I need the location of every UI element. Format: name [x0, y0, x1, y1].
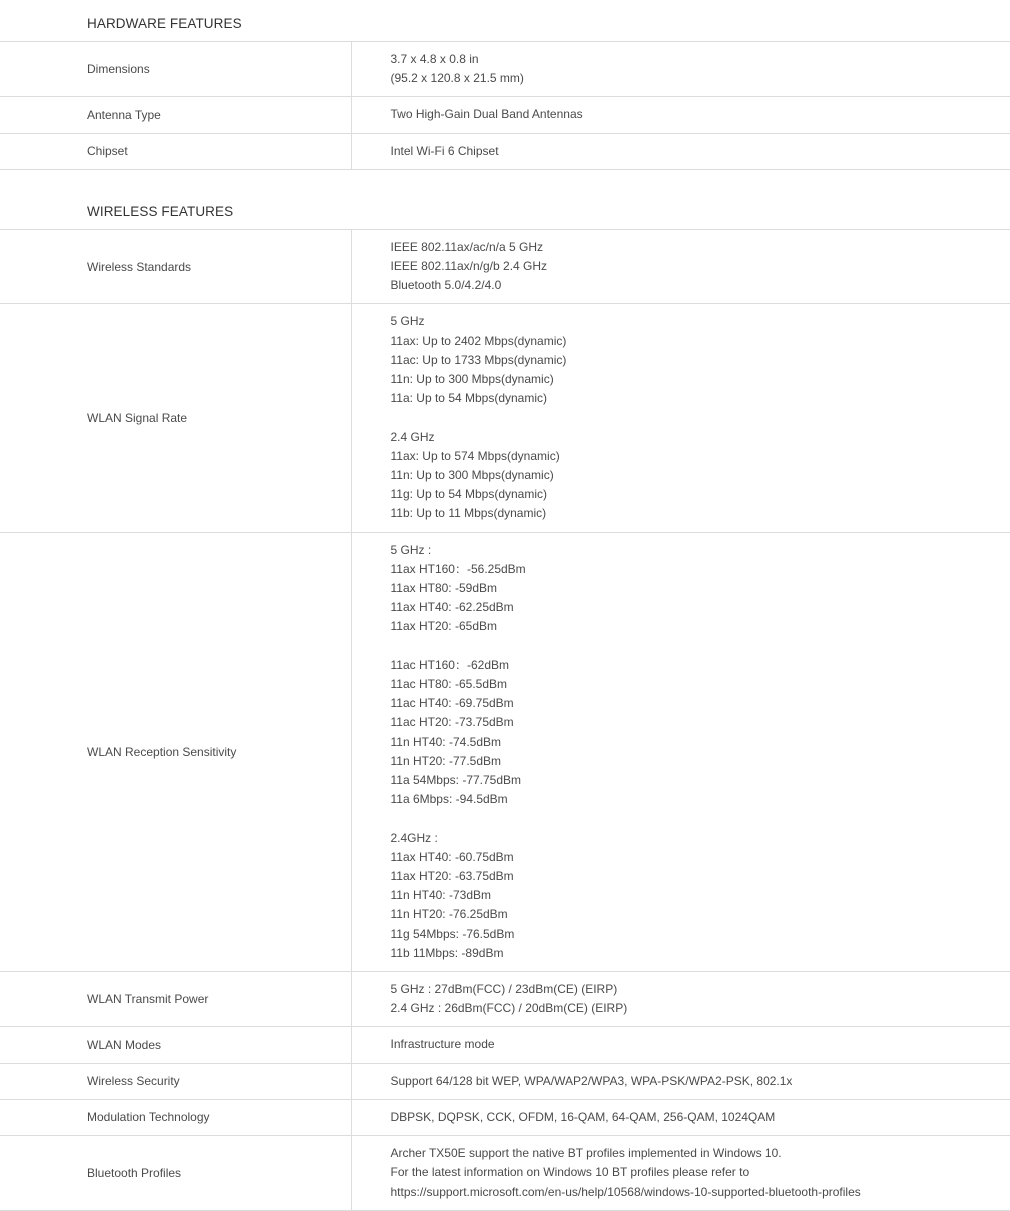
- spacer: [391, 637, 1010, 656]
- spec-value-line: 11ax HT160：-56.25dBm: [391, 560, 1010, 579]
- spec-value: [351, 532, 1010, 971]
- spec-value-line: 11n HT20: -77.5dBm: [391, 752, 1010, 771]
- spec-label: Bluetooth Profiles: [0, 1136, 351, 1211]
- spec-value-line: 11n HT40: -74.5dBm: [391, 733, 1010, 752]
- spec-value-line: 11ac HT80: -65.5dBm: [391, 675, 1010, 694]
- spec-value-line: Intel Wi-Fi 6 Chipset: [391, 142, 1010, 161]
- spec-value-line: (95.2 x 120.8 x 21.5 mm): [391, 69, 1010, 88]
- spec-value-line: 11ax HT20: -65dBm: [391, 617, 1010, 636]
- spec-value-line: DBPSK, DQPSK, CCK, OFDM, 16-QAM, 64-QAM, 256-QAM, 1024QAM: [391, 1108, 1010, 1127]
- spec-label: WLAN Reception Sensitivity: [0, 532, 351, 971]
- spec-value-line: 11ac HT20: -73.75dBm: [391, 713, 1010, 732]
- spec-value-line: IEEE 802.11ax/n/g/b 2.4 GHz: [391, 257, 1010, 276]
- spec-value-line: 3.7 x 4.8 x 0.8 in: [391, 50, 1010, 69]
- spec-value-line: 11ax HT40: -62.25dBm: [391, 598, 1010, 617]
- spec-value-line: 11b: Up to 11 Mbps(dynamic): [391, 504, 1010, 523]
- spec-value-line: 11ax: Up to 574 Mbps(dynamic): [391, 447, 1010, 466]
- wireless-spec-table: [0, 230, 1010, 1211]
- spec-value-line: 11n: Up to 300 Mbps(dynamic): [391, 466, 1010, 485]
- spec-value: [351, 230, 1010, 304]
- spec-value-line: 11ax HT20: -63.75dBm: [391, 867, 1010, 886]
- section-header-wireless: WIRELESS FEATURES: [0, 170, 1010, 230]
- spec-label: Wireless Security: [0, 1063, 351, 1099]
- spec-row: [0, 1136, 1010, 1211]
- spec-label: WLAN Signal Rate: [0, 304, 351, 532]
- spec-value: [351, 304, 1010, 532]
- spec-value: [351, 42, 1010, 97]
- spec-value-line: 11b 11Mbps: -89dBm: [391, 944, 1010, 963]
- spec-value-line: 2.4 GHz: [391, 428, 1010, 447]
- spec-value: [351, 1063, 1010, 1099]
- spec-value-line: 11n HT40: -73dBm: [391, 886, 1010, 905]
- spec-value-line: Two High-Gain Dual Band Antennas: [391, 105, 1010, 124]
- spec-label: Dimensions: [0, 42, 351, 97]
- spec-value-line: 11n HT20: -76.25dBm: [391, 905, 1010, 924]
- spec-row: [0, 97, 1010, 133]
- spec-row: [0, 42, 1010, 97]
- spec-label: Modulation Technology: [0, 1099, 351, 1135]
- spec-label: Chipset: [0, 133, 351, 169]
- hardware-features-section: [0, 0, 1010, 170]
- spec-row: [0, 532, 1010, 971]
- spec-value-line: 2.4 GHz : 26dBm(FCC) / 20dBm(CE) (EIRP): [391, 999, 1010, 1018]
- spec-value-line: 11ac HT160：-62dBm: [391, 656, 1010, 675]
- spec-label: WLAN Transmit Power: [0, 972, 351, 1027]
- spec-value-line: 11n: Up to 300 Mbps(dynamic): [391, 370, 1010, 389]
- spec-value-line: 11ac HT40: -69.75dBm: [391, 694, 1010, 713]
- spec-row: [0, 1063, 1010, 1099]
- spec-row: [0, 230, 1010, 304]
- spec-value-line: 5 GHz: [391, 312, 1010, 331]
- wireless-features-section: [0, 170, 1010, 1211]
- spec-row: [0, 304, 1010, 532]
- spec-value: [351, 1136, 1010, 1211]
- spec-value: [351, 97, 1010, 133]
- spec-value-line: 11g: Up to 54 Mbps(dynamic): [391, 485, 1010, 504]
- spec-label: WLAN Modes: [0, 1027, 351, 1063]
- spec-value-line: Infrastructure mode: [391, 1035, 1010, 1054]
- spec-value-line: 5 GHz : 27dBm(FCC) / 23dBm(CE) (EIRP): [391, 980, 1010, 999]
- spec-value-line: 11ax HT80: -59dBm: [391, 579, 1010, 598]
- spec-row: [0, 133, 1010, 169]
- spec-value-line: IEEE 802.11ax/ac/n/a 5 GHz: [391, 238, 1010, 257]
- section-header-hardware: HARDWARE FEATURES: [0, 0, 1010, 42]
- spec-value-line: 11a 54Mbps: -77.75dBm: [391, 771, 1010, 790]
- spec-value-line: Bluetooth 5.0/4.2/4.0: [391, 276, 1010, 295]
- spec-value-line: Archer TX50E support the native BT profiles implemented in Windows 10.: [391, 1144, 1010, 1163]
- spec-row: [0, 1099, 1010, 1135]
- spec-value-line: 11a 6Mbps: -94.5dBm: [391, 790, 1010, 809]
- spec-value: [351, 1027, 1010, 1063]
- spec-value-line: 11a: Up to 54 Mbps(dynamic): [391, 389, 1010, 408]
- spec-label: Wireless Standards: [0, 230, 351, 304]
- spec-label: Antenna Type: [0, 97, 351, 133]
- spec-value-line: 11ax: Up to 2402 Mbps(dynamic): [391, 332, 1010, 351]
- spacer: [391, 408, 1010, 427]
- spacer: [391, 809, 1010, 828]
- spec-value: [351, 1099, 1010, 1135]
- spec-value: [351, 972, 1010, 1027]
- spec-value-line: 5 GHz :: [391, 541, 1010, 560]
- spec-value-line: 11g 54Mbps: -76.5dBm: [391, 925, 1010, 944]
- hardware-spec-table: [0, 42, 1010, 170]
- spec-value-line: For the latest information on Windows 10 BT profiles please refer to: [391, 1163, 1010, 1182]
- spec-value-line: https://support.microsoft.com/en-us/help/10568/windows-10-supported-bluetooth-profiles: [391, 1183, 1010, 1202]
- spec-row: [0, 1027, 1010, 1063]
- spec-value: [351, 133, 1010, 169]
- spec-value-line: 11ax HT40: -60.75dBm: [391, 848, 1010, 867]
- spec-value-line: 2.4GHz :: [391, 829, 1010, 848]
- spec-row: [0, 972, 1010, 1027]
- spec-value-line: Support 64/128 bit WEP, WPA/WAP2/WPA3, WPA-PSK/WPA2-PSK, 802.1x: [391, 1072, 1010, 1091]
- spec-value-line: 11ac: Up to 1733 Mbps(dynamic): [391, 351, 1010, 370]
